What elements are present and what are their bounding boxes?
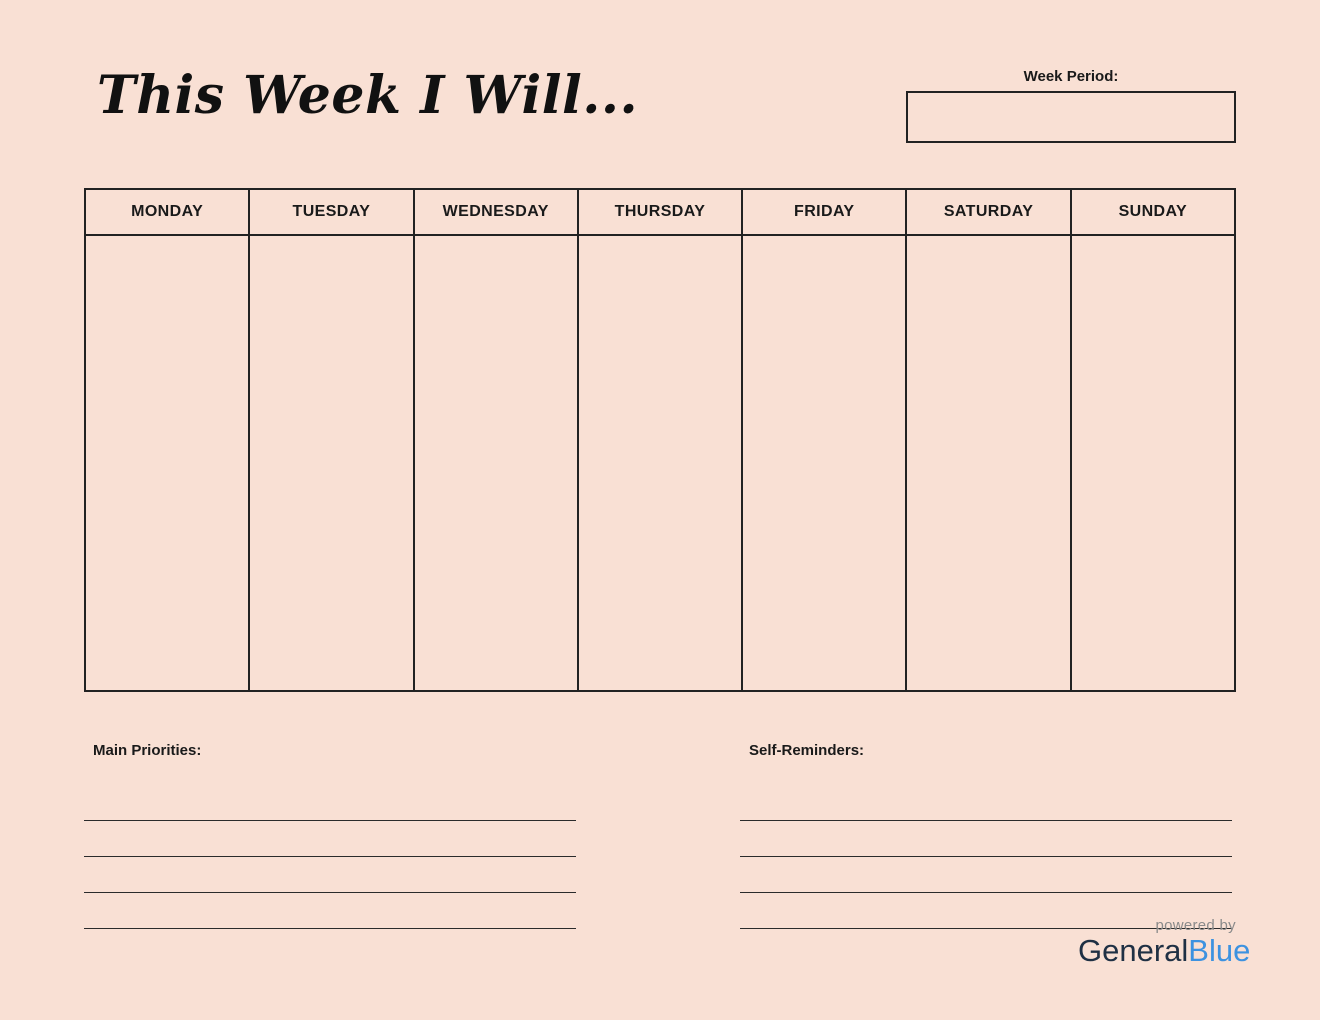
day-cell-wednesday[interactable] xyxy=(415,236,579,690)
main-priorities-label: Main Priorities: xyxy=(93,742,202,759)
day-cell-sunday[interactable] xyxy=(1072,236,1234,690)
self-reminders-line-2[interactable] xyxy=(740,821,1232,857)
brand-name xyxy=(1078,933,1251,968)
day-cell-thursday[interactable] xyxy=(579,236,743,690)
day-cell-friday[interactable] xyxy=(743,236,907,690)
day-header-friday: FRIDAY xyxy=(743,190,907,234)
day-header-monday: MONDAY xyxy=(86,190,250,234)
day-header-wednesday: WEDNESDAY xyxy=(415,190,579,234)
main-priorities-line-4[interactable] xyxy=(84,893,576,929)
calendar-body-row xyxy=(86,236,1234,690)
weekly-calendar-table xyxy=(84,188,1236,692)
day-cell-saturday[interactable] xyxy=(907,236,1071,690)
self-reminders-line-1[interactable] xyxy=(740,785,1232,821)
day-header-thursday: THURSDAY xyxy=(579,190,743,234)
self-reminders-label: Self-Reminders: xyxy=(749,742,865,759)
powered-by-label: powered by xyxy=(1155,917,1236,934)
self-reminders-section xyxy=(740,742,1232,929)
day-cell-tuesday[interactable] xyxy=(250,236,414,690)
main-priorities-line-1[interactable] xyxy=(84,785,576,821)
brand-name-general: General xyxy=(1078,933,1189,968)
day-header-tuesday: TUESDAY xyxy=(250,190,414,234)
day-cell-monday[interactable] xyxy=(86,236,250,690)
page-title: This Week I Will... xyxy=(97,65,639,126)
brand-name-blue: Blue xyxy=(1188,933,1251,968)
main-priorities-line-2[interactable] xyxy=(84,821,576,857)
main-priorities-section xyxy=(84,742,576,929)
week-period-label: Week Period: xyxy=(1023,68,1119,85)
main-priorities-line-3[interactable] xyxy=(84,857,576,893)
day-header-saturday: SATURDAY xyxy=(907,190,1071,234)
week-period-input[interactable] xyxy=(906,91,1236,143)
generalblue-logo xyxy=(1078,917,1251,968)
day-header-sunday: SUNDAY xyxy=(1118,203,1188,220)
self-reminders-line-3[interactable] xyxy=(740,857,1232,893)
calendar-header-row xyxy=(86,190,1234,236)
week-period-group xyxy=(906,68,1236,143)
